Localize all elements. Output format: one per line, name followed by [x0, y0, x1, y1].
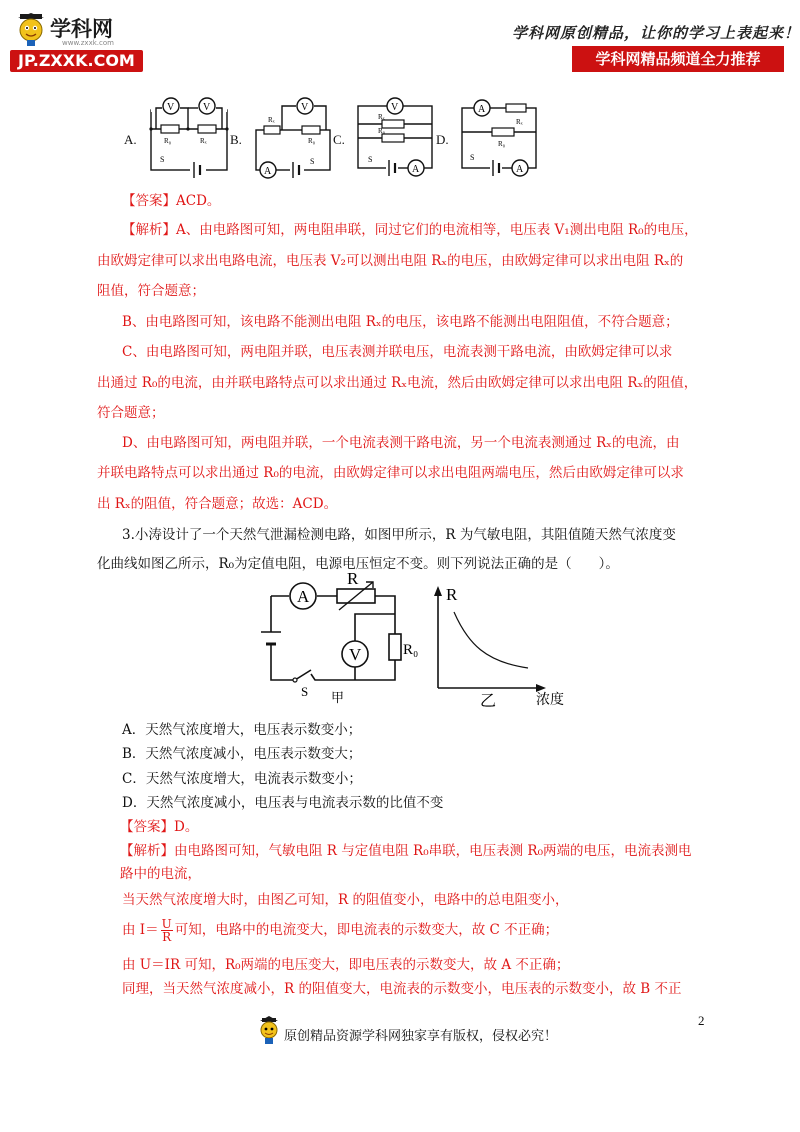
mascot-icon	[14, 12, 48, 48]
svg-text:S: S	[160, 155, 165, 164]
circuit-diagram-jia	[255, 569, 419, 706]
q3-analysis-line: 【解析】由电路图可知，气敏电阻 R 与定值电阻 R₀串联，电压表测 R₀两端的电压，电流表测电	[120, 843, 692, 859]
q3-answer: 【答案】D。	[120, 819, 199, 835]
svg-text:A: A	[264, 166, 272, 177]
svg-text:A: A	[412, 164, 420, 175]
svg-text:V: V	[391, 102, 399, 113]
svg-text:A: A	[478, 104, 486, 115]
option-label-a: A.	[124, 132, 137, 147]
q2-analysis-line: 并联电路特点可以求出通过 R₀的电流，由欧姆定律可以求出电阻两端电压，然后由欧姆定律可以求	[97, 465, 684, 481]
option-label-d: D.	[436, 132, 449, 147]
channel-banner: 学科网精品频道全力推荐	[572, 46, 784, 72]
formula-prefix: 由 I＝	[122, 922, 159, 938]
svg-text:R₀: R₀	[498, 140, 506, 148]
svg-text:V: V	[167, 102, 175, 113]
q2-analysis-line: 【解析】A、由电路图可知，两电阻串联，同过它们的电流相等，电压表 V₁测出电阻 R₀的电压，	[122, 222, 698, 238]
formula-numerator: U	[161, 917, 172, 931]
circuit-diagram-d	[456, 94, 542, 176]
svg-text:Rₓ: Rₓ	[516, 118, 523, 126]
formula-fraction	[161, 918, 173, 943]
q2-analysis-line: D、由电路图可知，两电阻并联，一个电流表测干路电流，另一个电流表测通过 Rₓ的电流，由	[122, 435, 680, 451]
q2-analysis-line: 出通过 R₀的电流，由并联电路特点可以求出通过 Rₓ电流，然后由欧姆定律可以求出电阻 Rₓ的阻值，	[97, 375, 698, 391]
q3-analysis-line: 路中的电流，	[120, 866, 201, 882]
yi-x-label: 浓度	[536, 693, 564, 708]
q3-stem-line: 3.小涛设计了一个天然气泄漏检测电路，如图甲所示，R 为气敏电阻，其阻值随天然气浓度变	[122, 527, 676, 543]
q3-choice: D．天然气浓度减小，电压表与电流表示数的比值不变	[122, 795, 444, 811]
svg-text:Rₓ: Rₓ	[200, 137, 207, 145]
logo-text: 学科网	[50, 17, 113, 41]
circuit-diagram-a	[148, 96, 230, 176]
svg-text:Rₓ: Rₓ	[378, 113, 385, 121]
svg-text:V: V	[203, 102, 211, 113]
graph-yi	[428, 582, 578, 708]
jia-ammeter-label: A	[297, 587, 310, 606]
option-label-c: C.	[333, 132, 345, 147]
logo-subtext: www.zxxk.com	[62, 39, 114, 47]
jia-S-label: S	[301, 684, 309, 699]
option-label-b: B.	[230, 132, 242, 147]
yi-caption: 乙	[480, 693, 497, 710]
svg-text:S: S	[368, 155, 373, 164]
q2-analysis-line: 符合题意；	[97, 405, 165, 421]
logo-url-badge: JP.ZXXK.COM	[10, 50, 143, 72]
jia-R0-label: R₀	[403, 642, 419, 658]
q3-analysis-line: 同理，当天然气浓度减小，R 的阻值变大，电流表的示数变小，电压表的示数变小，故 B 不正	[122, 981, 682, 997]
svg-text:S: S	[470, 153, 475, 162]
mascot-icon	[258, 1016, 280, 1046]
svg-text:A: A	[516, 164, 524, 175]
svg-text:V: V	[301, 102, 309, 113]
q2-analysis-line: C、由电路图可知，两电阻并联，电压表测并联电压，电流表测干路电流，由欧姆定律可以求	[122, 344, 673, 360]
yi-y-label: R	[446, 585, 458, 604]
jia-caption: 甲	[331, 690, 345, 705]
formula-suffix: 可知，电路中的电流变大，即电流表的示数变大，故 C 不正确；	[174, 922, 559, 938]
header	[0, 0, 800, 80]
q2-analysis-line: 出 Rₓ的阻值，符合题意；故选：ACD。	[97, 496, 338, 512]
q2-analysis-line: 由欧姆定律可以求出电路电流，电压表 V₂可以测出电阻 Rₓ的电压，由欧姆定律可以求出电阻 Rₓ的	[97, 253, 684, 269]
formula-denominator: R	[162, 930, 172, 944]
q3-analysis-line: 由 U＝IR 可知，R₀两端的电压变大，即电压表的示数变大，故 A 不正确；	[122, 957, 570, 973]
circuit-diagram-c	[352, 94, 436, 176]
q3-stem-line: 化曲线如图乙所示，R₀为定值电阻，电源电压恒定不变。则下列说法正确的是（ ）。	[97, 556, 619, 572]
copyright-notice: 原创精品资源学科网独家享有版权，侵权必究！	[284, 1029, 558, 1044]
jia-voltmeter-label: V	[349, 645, 362, 664]
q3-choice: A．天然气浓度增大，电压表示数变小；	[122, 722, 362, 738]
circuit-diagram-b	[252, 96, 334, 176]
svg-text:R₀: R₀	[308, 137, 316, 145]
q3-analysis-formula-line	[122, 918, 558, 943]
q2-answer: 【答案】ACD。	[122, 193, 221, 209]
q2-analysis-line: B、由电路图可知，该电路不能测出电阻 Rₓ的电压，该电路不能测出电阻阻值，不符合题意；	[122, 314, 679, 330]
q3-choice: B．天然气浓度减小，电压表示数变大；	[122, 746, 362, 762]
svg-text:Rₓ: Rₓ	[268, 116, 275, 124]
svg-text:R₀: R₀	[164, 137, 172, 145]
svg-text:R₀: R₀	[378, 127, 386, 135]
q3-analysis-line: 当天然气浓度增大时，由图乙可知，R 的阻值变小，电路中的总电阻变小，	[122, 892, 569, 908]
q2-analysis-line: 阻值，符合题意；	[97, 283, 205, 299]
header-slogan: 学科网原创精品，让你的学习上表起来！	[512, 24, 800, 42]
svg-text:S: S	[310, 157, 315, 166]
q3-choice: C．天然气浓度增大，电流表示数变小；	[122, 771, 362, 787]
page-number: 2	[698, 1013, 705, 1028]
jia-R-label: R	[347, 569, 359, 588]
